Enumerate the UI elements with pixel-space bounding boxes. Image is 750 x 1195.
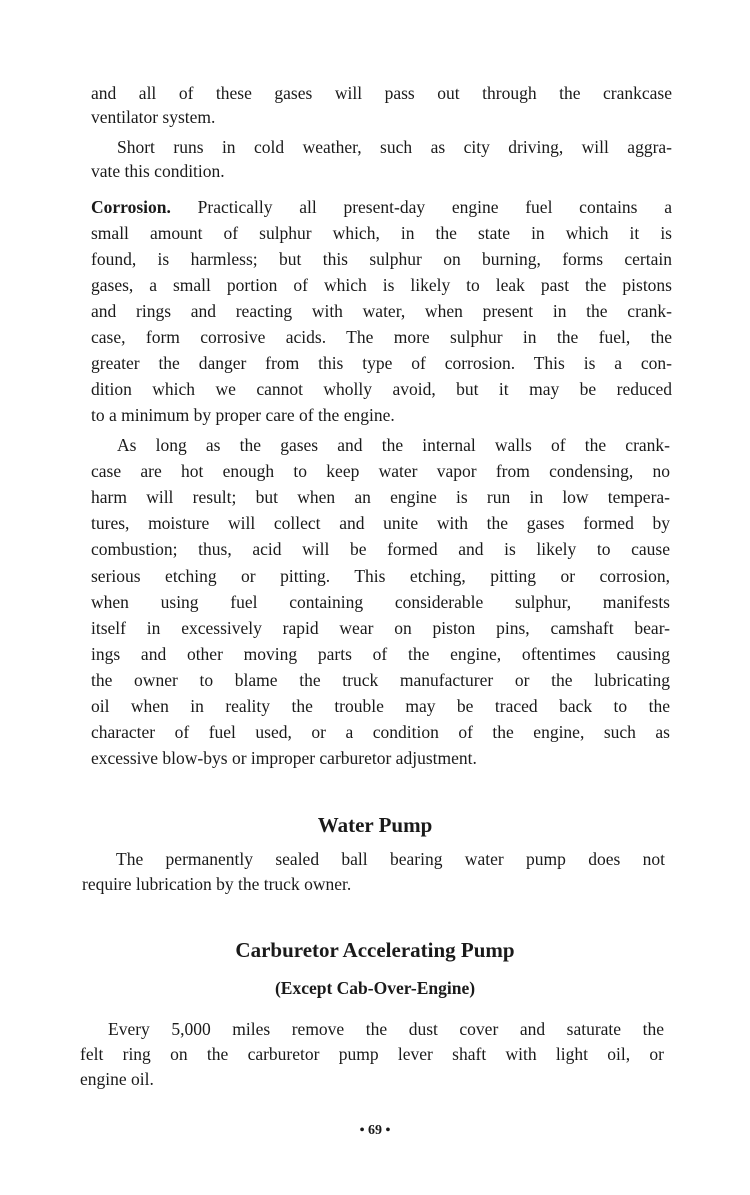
text-line: Every 5,000 miles remove the dust cover and saturate the [108,1019,664,1039]
text-line: gases, a small portion of which is likely to leak past the pistons [91,275,672,295]
heading-water-pump: Water Pump [317,813,433,837]
text-line: engine oil. [80,1069,154,1089]
text-line: The permanently sealed ball bearing water pump does not [116,849,665,869]
text-line: when using fuel containing considerable sulphur, manifests [91,592,670,612]
text-line: require lubrication by the truck owner. [82,874,352,894]
text-line: and all of these gases will pass out through the crankcase [91,83,672,103]
text-line: case, form corrosive acids. The more sulphur in the fuel, the [91,327,672,347]
text-line: the owner to blame the truck manufacturer or the lubricating [91,670,670,690]
corrosion-lead: Corrosion. [91,197,171,217]
text-line: oil when in reality the trouble may be traced back to the [91,696,670,716]
text-line: ings and other moving parts of the engine, oftentimes causing [91,644,670,664]
text-line: harm will result; but when an engine is run in low tempera- [91,487,670,507]
text-line: greater the danger from this type of corrosion. This is a con- [91,353,672,373]
text-line: dition which we cannot wholly avoid, but it may be reduced [91,379,672,399]
text-line: As long as the gases and the internal walls of the crank- [117,435,670,455]
text-line: Short runs in cold weather, such as city driving, will aggra- [117,137,672,157]
corrosion-first-line [91,196,672,218]
subheading-except-cab-over-engine: (Except Cab-Over-Engine) [274,978,476,998]
page-number: • 69 • [359,1123,391,1138]
text-line: excessive blow-bys or improper carburetor adjustment. [91,748,477,768]
text-line: and rings and reacting with water, when present in the crank- [91,301,672,321]
text-line: to a minimum by proper care of the engine. [91,405,395,425]
text-line: ventilator system. [91,107,216,127]
text-line: character of fuel used, or a condition of the engine, such as [91,722,670,742]
text-line: found, is harmless; but this sulphur on burning, forms certain [91,249,672,269]
text-line: combustion; thus, acid will be formed and is likely to cause [91,539,670,559]
text-line: felt ring on the carburetor pump lever shaft with light oil, or [80,1044,664,1064]
text-line: itself in excessively rapid wear on piston pins, camshaft bear- [91,618,670,638]
text-fragment: Practically all present-day engine fuel contains a [197,197,673,217]
text-line: case are hot enough to keep water vapor from condensing, no [91,461,670,481]
text-line: vate this condition. [91,161,225,181]
text-line: serious etching or pitting. This etching, pitting or corrosion, [91,566,670,586]
text-line: small amount of sulphur which, in the state in which it is [91,223,672,243]
text-line: tures, moisture will collect and unite with the gases formed by [91,513,670,533]
heading-carburetor-accelerating-pump: Carburetor Accelerating Pump [235,938,515,962]
